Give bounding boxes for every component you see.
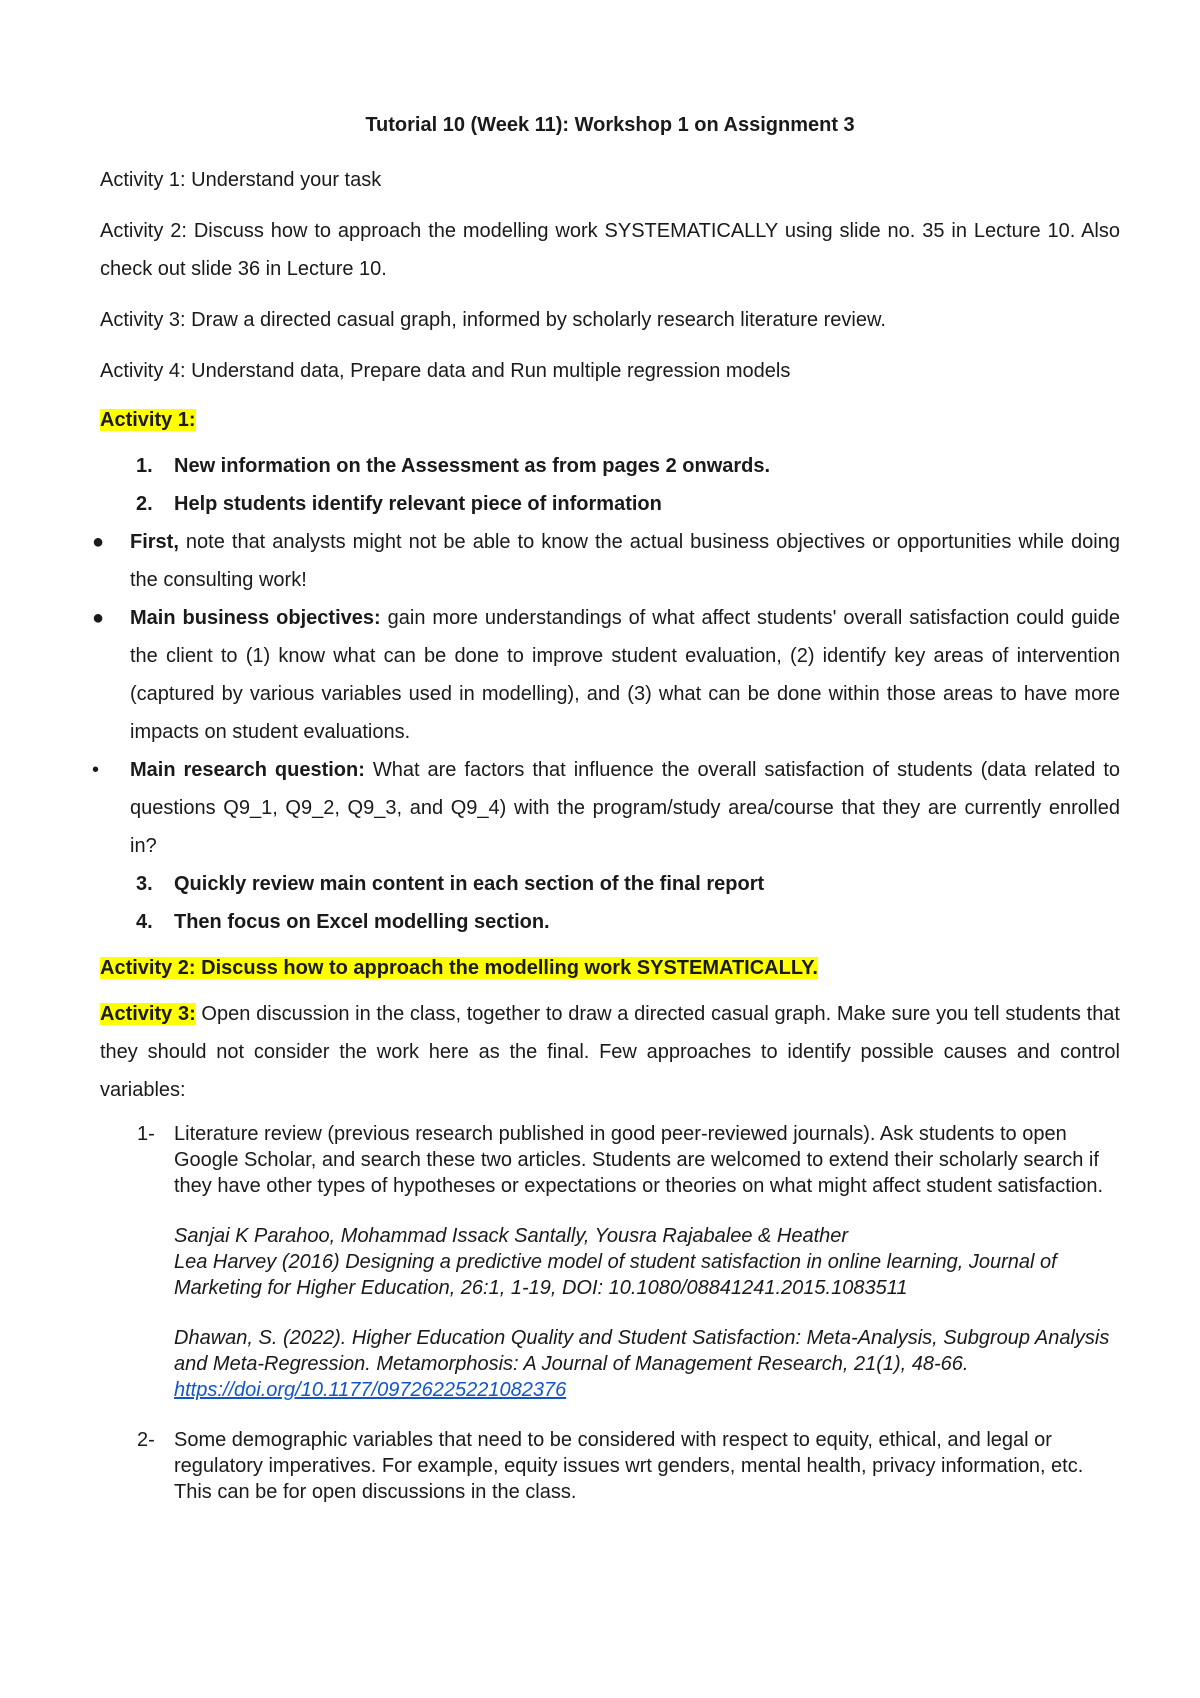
reference-2 xyxy=(174,1325,1120,1403)
intro-activity-4: Activity 4: Understand data, Prepare data and Run multiple regression models xyxy=(100,360,791,382)
item-number: 1- xyxy=(137,1123,155,1145)
spacer xyxy=(100,1403,1120,1427)
reference-1-authors: Sanjai K Parahoo, Mohammad Issack Santally, Yousra Rajabalee & Heather xyxy=(174,1225,849,1247)
step-text: Then focus on Excel modelling section. xyxy=(174,911,550,933)
bullet-lead: Main business objectives: xyxy=(130,607,381,629)
bullet-icon: ● xyxy=(92,607,105,629)
activity-1-heading xyxy=(100,401,1120,439)
activity-1-bullets xyxy=(92,523,1121,865)
item-text: Some demographic variables that need to be considered with respect to equity, ethical, and legal or regulatory imperatives. For example, equity issues wrt genders, mental health, privacy information, etc. This can be for open discussions in the class. xyxy=(174,1429,1084,1503)
activity-1-heading-text: Activity 1: xyxy=(100,409,196,431)
step-text: Quickly review main content in each section of the final report xyxy=(174,873,765,895)
activity-1-steps-continued xyxy=(100,865,1120,941)
intro-activity-1: Activity 1: Understand your task xyxy=(100,169,382,191)
step-number: 4. xyxy=(136,911,153,933)
reference-2-citation: Dhawan, S. (2022). Higher Education Quality and Student Satisfaction: Meta-Analysis, Subgroup Analysis and Meta-Regression. Metamorphosis: A Journal of Management Research, 21(1), 48-66. xyxy=(174,1327,1110,1375)
list-item xyxy=(100,1427,1120,1505)
list-item xyxy=(92,751,1120,865)
bullet-text: gain more understandings of what affect students' overall satisfaction could guide the client to (1) know what can be done to improve student evaluation, (2) identify key areas of intervention (captured by various variables used in modelling), and (3) what can be done within those areas to have more impacts on student evaluations. xyxy=(130,607,1121,743)
activity-2-heading xyxy=(100,949,1120,987)
list-item xyxy=(100,865,1120,903)
activity-2-heading-text: Activity 2: Discuss how to approach the modelling work SYSTEMATICALLY. xyxy=(100,957,818,979)
step-text: Help students identify relevant piece of information xyxy=(174,493,662,515)
step-number: 2. xyxy=(136,493,153,515)
bullet-icon: • xyxy=(92,759,100,781)
item-text: Literature review (previous research published in good peer-reviewed journals). Ask students to open Google Scholar, and search these two articles. Students are welcomed to extend their scholarly search if they have other types of hypotheses or expectations or theories on what might affect student satisfaction. xyxy=(174,1123,1104,1197)
document-body xyxy=(92,112,1121,1505)
activity-3-heading-text: Activity 3: xyxy=(100,1003,196,1025)
step-text: New information on the Assessment as from pages 2 onwards. xyxy=(174,455,771,477)
bullet-text: What are factors that influence the overall satisfaction of students (data related to questions Q9_1, Q9_2, Q9_3, and Q9_4) with the program/study area/course that they are currently enrolled in? xyxy=(130,759,1120,857)
item-number: 2- xyxy=(137,1429,155,1451)
list-item xyxy=(100,447,1120,485)
intro-activity-2: Activity 2: Discuss how to approach the modelling work SYSTEMATICALLY using slide no. 35 in Lecture 10. Also check out slide 36 in Lecture 10. xyxy=(100,220,1120,280)
list-item xyxy=(92,599,1121,751)
list-item xyxy=(92,523,1120,599)
reference-1 xyxy=(174,1223,1120,1301)
bullet-lead: Main research question: xyxy=(130,759,365,781)
intro-activity-3: Activity 3: Draw a directed casual graph, informed by scholarly research literature review. xyxy=(100,309,886,331)
document-title: Tutorial 10 (Week 11): Workshop 1 on Assignment 3 xyxy=(365,114,855,136)
activity-3-paragraph xyxy=(100,995,1120,1109)
reference-1-citation: Lea Harvey (2016) Designing a predictive model of student satisfaction in online learning, Journal of Marketing for Higher Education, 26:1, 1-19, DOI: 10.1080/08841241.2015.1083511 xyxy=(174,1251,1057,1299)
step-number: 3. xyxy=(136,873,153,895)
list-item xyxy=(100,485,1120,523)
activity-1-steps xyxy=(100,447,1120,523)
doi-link[interactable]: https://doi.org/10.1177/09726225221082376 xyxy=(174,1379,567,1401)
activity-3-text: Open discussion in the class, together to draw a directed casual graph. Make sure you tell students that they should not consider the work here as the final. Few approaches to identify possible causes and control variables: xyxy=(100,1003,1120,1101)
step-number: 1. xyxy=(136,455,153,477)
list-item xyxy=(100,903,1120,941)
activity-3-approaches xyxy=(100,1121,1120,1505)
bullet-lead: First, xyxy=(130,531,179,553)
bullet-icon: ● xyxy=(92,531,105,553)
list-item xyxy=(100,1121,1120,1403)
bullet-text: note that analysts might not be able to know the actual business objectives or opportunities while doing the consulting work! xyxy=(130,531,1120,591)
